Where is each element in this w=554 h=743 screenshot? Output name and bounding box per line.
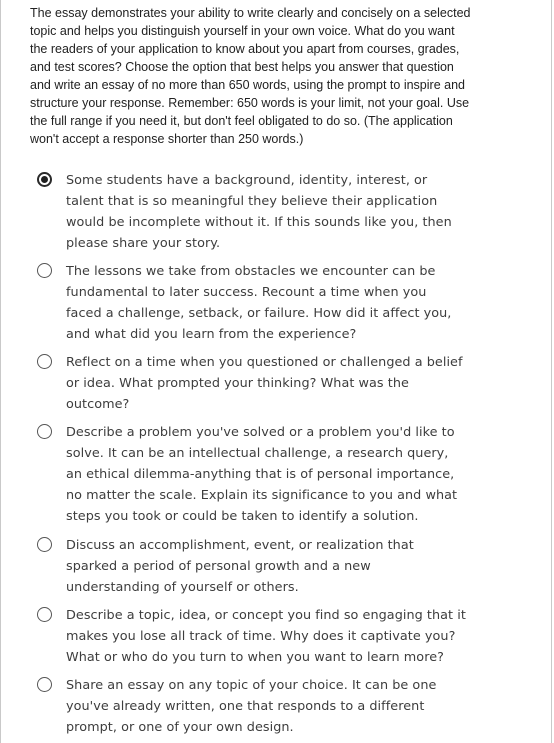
prompt-option-label[interactable]: Some students have a background, identity, interest, or talent that is so meaningful they believe their application would be incomplete without it. If this sounds like you, then please share your story. bbox=[66, 173, 452, 251]
prompt-option-label[interactable]: Reflect on a time when you questioned or challenged a belief or idea. What prompted your thinking? What was the outcome? bbox=[66, 355, 463, 412]
radio-button[interactable] bbox=[37, 677, 52, 692]
radio-button-selected[interactable] bbox=[37, 172, 52, 187]
radio-button[interactable] bbox=[37, 354, 52, 369]
prompt-option-label[interactable]: The lessons we take from obstacles we encounter can be fundamental to later success. Recount a time when you faced a challenge, setback, or failure. How did it affect you, and what did you learn from the experience? bbox=[66, 264, 452, 342]
radio-button[interactable] bbox=[37, 607, 52, 622]
radio-dot bbox=[41, 176, 48, 183]
essay-instructions: The essay demonstrates your ability to write clearly and concisely on a selected topic and helps you distinguish yourself in your own voice. What do you want the readers of your application to know about you apart from courses, grades, and test scores? Choose the option that best helps you answer that question and write an essay of no more than 650 words, using the prompt to inspire and structure your response. Remember: 650 words is your limit, not your goal. Use the full range if you need it, but don't feel obligated to do so. (The application won't accept a response shorter than 250 words.) bbox=[30, 6, 471, 146]
radio-button[interactable] bbox=[37, 424, 52, 439]
prompt-option-label[interactable]: Share an essay on any topic of your choice. It can be one you've already written, one that responds to a different prompt, or one of your own design. bbox=[66, 678, 437, 735]
radio-button[interactable] bbox=[37, 263, 52, 278]
prompt-option-label[interactable]: Discuss an accomplishment, event, or realization that sparked a period of personal growth and a new understanding of yourself or others. bbox=[66, 538, 414, 595]
prompt-option-label[interactable]: Describe a problem you've solved or a problem you'd like to solve. It can be an intellectual challenge, a research query, an ethical dilemma-anything that is of personal importance, no matter the scale. Explain its significance to you and what steps you took or could be taken to identify a solution. bbox=[66, 425, 458, 524]
radio-button[interactable] bbox=[37, 537, 52, 552]
essay-prompt-radio-group bbox=[1, 0, 551, 743]
prompt-option-label[interactable]: Describe a topic, idea, or concept you find so engaging that it makes you lose all track of time. Why does it captivate you? What or who do you turn to when you want to learn more? bbox=[66, 608, 466, 665]
